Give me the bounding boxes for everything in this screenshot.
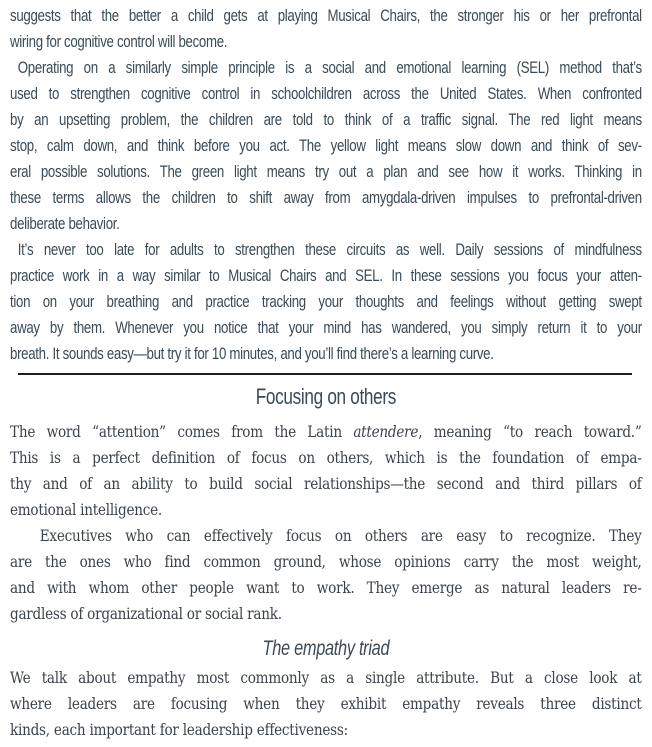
text-line: and with whom other people want to work. They emerge as natural leaders re-	[10, 578, 642, 597]
text-line: emotional intelligence.	[10, 500, 162, 519]
text-line: kinds, each important for leadership effectiveness:	[10, 720, 348, 739]
paragraph	[10, 3, 642, 55]
text-line: where leaders are focusing when they exhibit empathy reveals three distinct	[10, 694, 642, 713]
section-heading-block	[10, 381, 642, 413]
section-cognitive-control-text	[10, 3, 642, 367]
text-line: wiring for cognitive control will become.	[10, 32, 228, 51]
text-line: Executives who can effectively focus on others are easy to recognize. They	[39, 526, 642, 545]
subsection-heading: The empathy triad	[262, 637, 390, 660]
text-line: used to strengthen cognitive control in schoolchildren across the United States. When confronted	[10, 84, 642, 103]
paragraph	[10, 237, 642, 367]
text-line: thy and of an ability to build social relationships—the second and third pillars of	[10, 474, 642, 493]
text-line: practice work in a way similar to Musical Chairs and SEL. In these sessions you focus your atten-	[10, 266, 642, 285]
text-line: The word “attention” comes from the Latin attendere, meaning “to reach toward.”	[10, 422, 642, 441]
text-line: these terms allows the children to shift away from amygdala-driven impulses to prefrontal-driven	[10, 188, 642, 207]
paragraph	[10, 55, 642, 237]
section-focusing-on-others-text	[10, 419, 642, 627]
paragraph	[10, 665, 642, 743]
text-line: gardless of organizational or social rank.	[10, 604, 282, 623]
section-heading: Focusing on others	[255, 384, 397, 409]
text-line: by an upsetting problem, the children are told to think of a traffic signal. The red light means	[10, 110, 642, 129]
text-line: Operating on a similarly simple principle is a social and emotional learning (SEL) method that’s	[17, 58, 642, 77]
section-empathy-triad-text	[10, 665, 642, 743]
text-line: away by them. Whenever you notice that your mind has wandered, you simply return it to your	[10, 318, 642, 337]
text-line: deliberate behavior.	[10, 214, 120, 233]
text-line: eral possible solutions. The green light means try out a plan and see how it works. Thinking in	[10, 162, 642, 181]
text-line: tion on your breathing and practice tracking your thoughts and feelings without getting swept	[10, 292, 642, 311]
subsection-heading-block	[10, 634, 642, 664]
paragraph	[10, 419, 642, 523]
text-line: stop, calm down, and think before you act. The yellow light means slow down and think of sev-	[10, 136, 642, 155]
paragraph	[10, 523, 642, 627]
text-line: We talk about empathy most commonly as a single attribute. But a close look at	[10, 668, 642, 687]
text-line: are the ones who find common ground, whose opinions carry the most weight,	[10, 552, 642, 571]
text-line: breath. It sounds easy—but try it for 10 minutes, and you’ll find there’s a learning curve.	[10, 344, 494, 363]
text-line: It’s never too late for adults to strengthen these circuits as well. Daily sessions of mindfulness	[17, 240, 642, 259]
section-divider	[18, 373, 632, 375]
text-line: This is a perfect definition of focus on others, which is the foundation of empa-	[10, 448, 642, 467]
text-line: suggests that the better a child gets at playing Musical Chairs, the stronger his or her prefrontal	[10, 6, 642, 25]
